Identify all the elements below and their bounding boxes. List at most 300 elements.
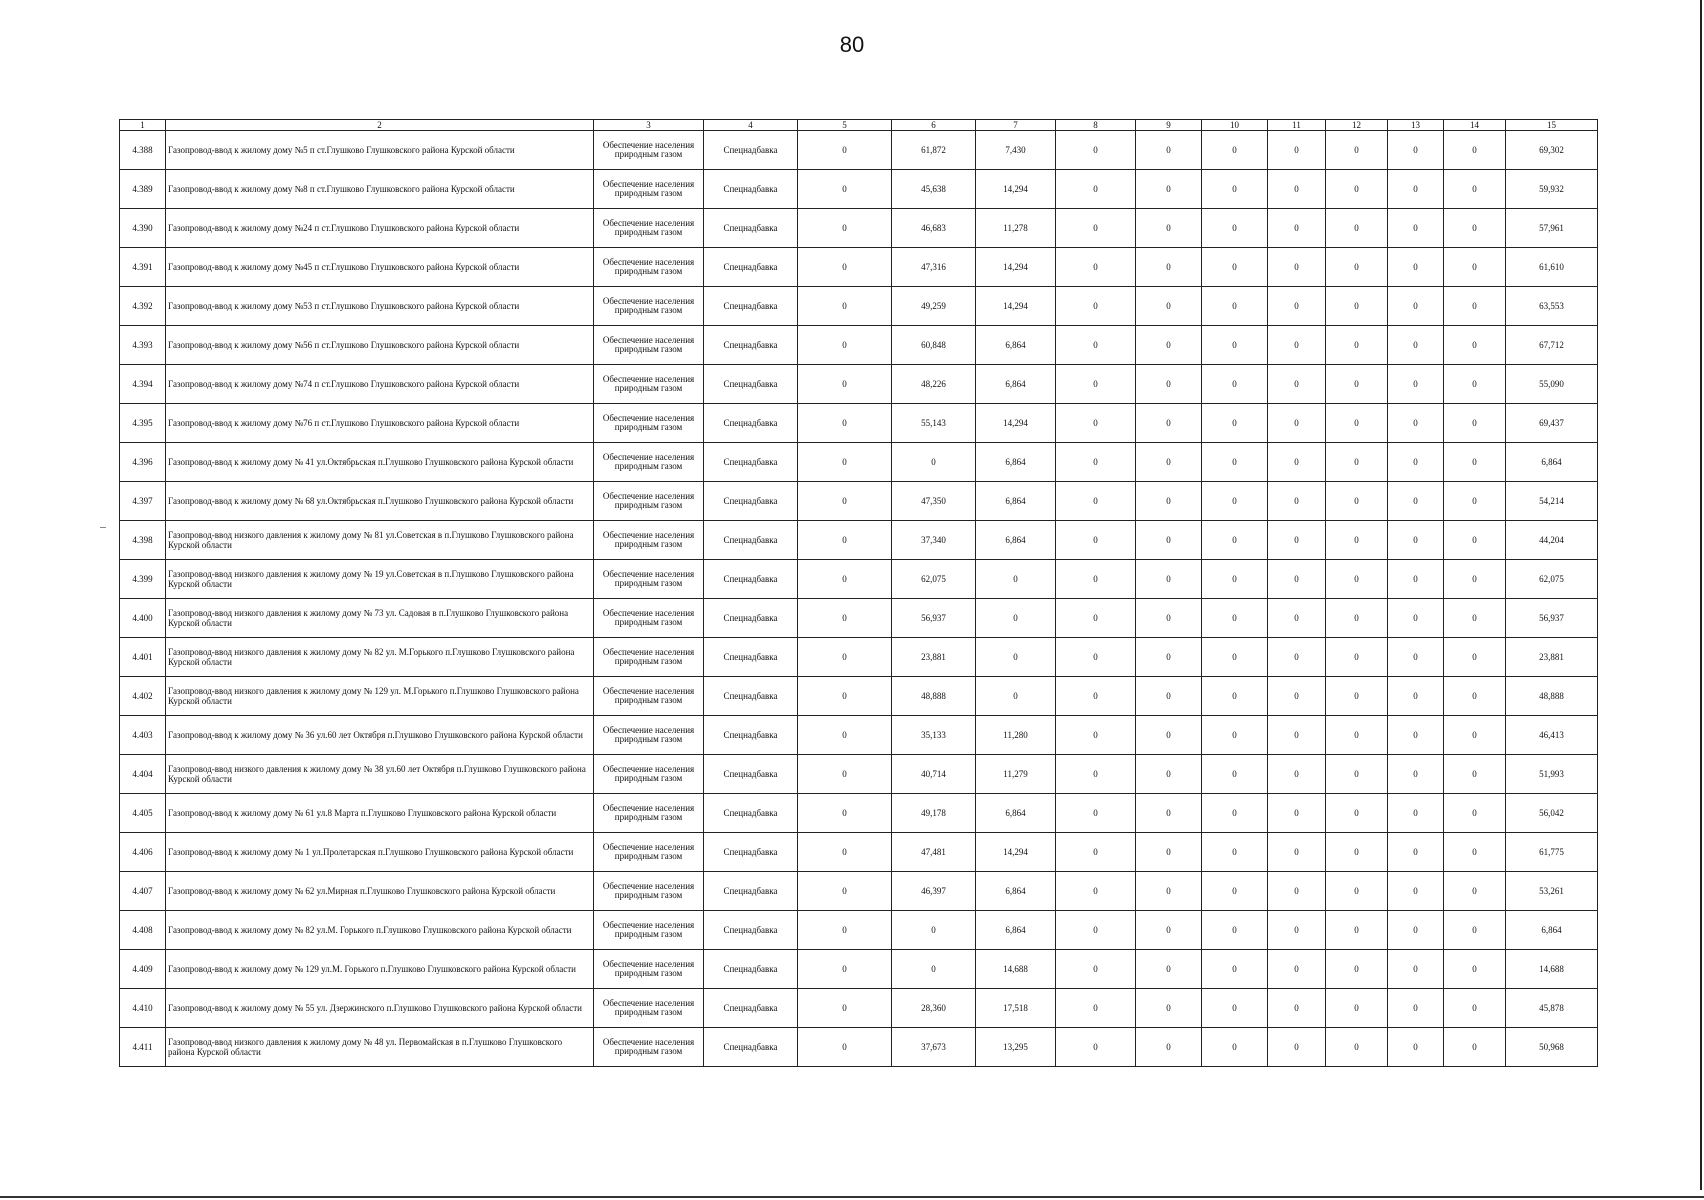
col-10-value: 0 bbox=[1202, 443, 1268, 482]
col-12-value: 0 bbox=[1326, 716, 1388, 755]
col-5-value: 0 bbox=[798, 716, 892, 755]
total-value: 61,775 bbox=[1506, 833, 1598, 872]
col-11-value: 0 bbox=[1268, 911, 1326, 950]
col-6-value: 47,481 bbox=[892, 833, 976, 872]
col-8-value: 0 bbox=[1056, 365, 1136, 404]
row-number: 4.405 bbox=[120, 794, 166, 833]
row-number: 4.393 bbox=[120, 326, 166, 365]
row-number: 4.394 bbox=[120, 365, 166, 404]
col-10-value: 0 bbox=[1202, 833, 1268, 872]
col-8-value: 0 bbox=[1056, 209, 1136, 248]
total-value: 61,610 bbox=[1506, 248, 1598, 287]
object-name: Газопровод-ввод низкого давления к жилому дому № 19 ул.Советская в п.Глушково Глушковского района Курской области bbox=[166, 560, 594, 599]
object-name: Газопровод-ввод низкого давления к жилому дому № 38 ул.60 лет Октября п.Глушково Глушковского района Курской области bbox=[166, 755, 594, 794]
col-12-value: 0 bbox=[1326, 560, 1388, 599]
col-7-value: 11,278 bbox=[976, 209, 1056, 248]
purpose: Обеспечение населения природным газом bbox=[594, 443, 704, 482]
purpose: Обеспечение населения природным газом bbox=[594, 170, 704, 209]
purpose: Обеспечение населения природным газом bbox=[594, 248, 704, 287]
funding-source: Спецнадбавка bbox=[704, 443, 798, 482]
object-name: Газопровод-ввод к жилому дому № 82 ул.М. Горького п.Глушково Глушковского района Курской области bbox=[166, 911, 594, 950]
column-number-header: 1 bbox=[120, 120, 166, 131]
col-12-value: 0 bbox=[1326, 833, 1388, 872]
purpose: Обеспечение населения природным газом bbox=[594, 755, 704, 794]
col-7-value: 6,864 bbox=[976, 911, 1056, 950]
purpose: Обеспечение населения природным газом bbox=[594, 911, 704, 950]
col-11-value: 0 bbox=[1268, 248, 1326, 287]
funding-source: Спецнадбавка bbox=[704, 209, 798, 248]
col-8-value: 0 bbox=[1056, 833, 1136, 872]
col-12-value: 0 bbox=[1326, 599, 1388, 638]
col-6-value: 46,397 bbox=[892, 872, 976, 911]
col-5-value: 0 bbox=[798, 599, 892, 638]
col-8-value: 0 bbox=[1056, 443, 1136, 482]
col-5-value: 0 bbox=[798, 365, 892, 404]
col-5-value: 0 bbox=[798, 677, 892, 716]
col-13-value: 0 bbox=[1388, 248, 1444, 287]
table-row bbox=[120, 716, 1598, 755]
purpose: Обеспечение населения природным газом bbox=[594, 404, 704, 443]
col-8-value: 0 bbox=[1056, 638, 1136, 677]
col-9-value: 0 bbox=[1136, 638, 1202, 677]
table-row bbox=[120, 1028, 1598, 1067]
col-10-value: 0 bbox=[1202, 248, 1268, 287]
col-10-value: 0 bbox=[1202, 521, 1268, 560]
col-6-value: 48,888 bbox=[892, 677, 976, 716]
col-10-value: 0 bbox=[1202, 326, 1268, 365]
total-value: 63,553 bbox=[1506, 287, 1598, 326]
purpose: Обеспечение населения природным газом bbox=[594, 482, 704, 521]
col-5-value: 0 bbox=[798, 833, 892, 872]
purpose: Обеспечение населения природным газом bbox=[594, 677, 704, 716]
col-10-value: 0 bbox=[1202, 638, 1268, 677]
col-13-value: 0 bbox=[1388, 677, 1444, 716]
col-11-value: 0 bbox=[1268, 209, 1326, 248]
col-8-value: 0 bbox=[1056, 170, 1136, 209]
row-number: 4.407 bbox=[120, 872, 166, 911]
col-7-value: 14,294 bbox=[976, 833, 1056, 872]
funding-source: Спецнадбавка bbox=[704, 1028, 798, 1067]
total-value: 54,214 bbox=[1506, 482, 1598, 521]
col-10-value: 0 bbox=[1202, 560, 1268, 599]
col-7-value: 6,864 bbox=[976, 794, 1056, 833]
object-name: Газопровод-ввод к жилому дому № 41 ул.Октябрьская п.Глушково Глушковского района Курской области bbox=[166, 443, 594, 482]
column-number-header: 3 bbox=[594, 120, 704, 131]
col-6-value: 0 bbox=[892, 911, 976, 950]
column-number-header: 14 bbox=[1444, 120, 1506, 131]
col-14-value: 0 bbox=[1444, 482, 1506, 521]
col-11-value: 0 bbox=[1268, 638, 1326, 677]
col-5-value: 0 bbox=[798, 950, 892, 989]
col-12-value: 0 bbox=[1326, 404, 1388, 443]
col-8-value: 0 bbox=[1056, 950, 1136, 989]
col-11-value: 0 bbox=[1268, 326, 1326, 365]
col-12-value: 0 bbox=[1326, 365, 1388, 404]
col-12-value: 0 bbox=[1326, 209, 1388, 248]
col-7-value: 6,864 bbox=[976, 365, 1056, 404]
table-row bbox=[120, 131, 1598, 170]
col-10-value: 0 bbox=[1202, 404, 1268, 443]
col-12-value: 0 bbox=[1326, 989, 1388, 1028]
row-number: 4.408 bbox=[120, 911, 166, 950]
total-value: 50,968 bbox=[1506, 1028, 1598, 1067]
total-value: 48,888 bbox=[1506, 677, 1598, 716]
col-13-value: 0 bbox=[1388, 794, 1444, 833]
col-10-value: 0 bbox=[1202, 599, 1268, 638]
object-name: Газопровод-ввод к жилому дому № 1 ул.Пролетарская п.Глушково Глушковского района Курской области bbox=[166, 833, 594, 872]
col-13-value: 0 bbox=[1388, 989, 1444, 1028]
col-12-value: 0 bbox=[1326, 794, 1388, 833]
col-13-value: 0 bbox=[1388, 950, 1444, 989]
column-number-header: 6 bbox=[892, 120, 976, 131]
col-14-value: 0 bbox=[1444, 1028, 1506, 1067]
col-6-value: 28,360 bbox=[892, 989, 976, 1028]
col-14-value: 0 bbox=[1444, 989, 1506, 1028]
funding-source: Спецнадбавка bbox=[704, 131, 798, 170]
table-row bbox=[120, 521, 1598, 560]
table-row bbox=[120, 248, 1598, 287]
funding-source: Спецнадбавка bbox=[704, 599, 798, 638]
col-14-value: 0 bbox=[1444, 248, 1506, 287]
object-name: Газопровод-ввод к жилому дому №76 п ст.Глушково Глушковского района Курской области bbox=[166, 404, 594, 443]
col-14-value: 0 bbox=[1444, 443, 1506, 482]
col-5-value: 0 bbox=[798, 1028, 892, 1067]
col-13-value: 0 bbox=[1388, 131, 1444, 170]
purpose: Обеспечение населения природным газом bbox=[594, 560, 704, 599]
row-number: 4.395 bbox=[120, 404, 166, 443]
col-13-value: 0 bbox=[1388, 365, 1444, 404]
col-8-value: 0 bbox=[1056, 599, 1136, 638]
col-11-value: 0 bbox=[1268, 872, 1326, 911]
object-name: Газопровод-ввод к жилому дому №53 п ст.Глушково Глушковского района Курской области bbox=[166, 287, 594, 326]
total-value: 69,437 bbox=[1506, 404, 1598, 443]
col-11-value: 0 bbox=[1268, 794, 1326, 833]
object-name: Газопровод-ввод к жилому дому № 62 ул.Мирная п.Глушково Глушковского района Курской области bbox=[166, 872, 594, 911]
col-12-value: 0 bbox=[1326, 443, 1388, 482]
funding-source: Спецнадбавка bbox=[704, 404, 798, 443]
col-5-value: 0 bbox=[798, 989, 892, 1028]
purpose: Обеспечение населения природным газом bbox=[594, 131, 704, 170]
table-row bbox=[120, 872, 1598, 911]
scan-mark bbox=[100, 527, 106, 528]
funding-source: Спецнадбавка bbox=[704, 950, 798, 989]
col-10-value: 0 bbox=[1202, 989, 1268, 1028]
col-11-value: 0 bbox=[1268, 443, 1326, 482]
col-9-value: 0 bbox=[1136, 287, 1202, 326]
scan-edge-bottom bbox=[0, 1196, 1704, 1198]
col-10-value: 0 bbox=[1202, 287, 1268, 326]
col-9-value: 0 bbox=[1136, 677, 1202, 716]
col-6-value: 62,075 bbox=[892, 560, 976, 599]
col-8-value: 0 bbox=[1056, 404, 1136, 443]
col-10-value: 0 bbox=[1202, 1028, 1268, 1067]
col-8-value: 0 bbox=[1056, 677, 1136, 716]
col-11-value: 0 bbox=[1268, 833, 1326, 872]
total-value: 51,993 bbox=[1506, 755, 1598, 794]
object-name: Газопровод-ввод к жилому дому №5 п ст.Глушково Глушковского района Курской области bbox=[166, 131, 594, 170]
col-13-value: 0 bbox=[1388, 521, 1444, 560]
total-value: 57,961 bbox=[1506, 209, 1598, 248]
object-name: Газопровод-ввод низкого давления к жилому дому № 73 ул. Садовая в п.Глушково Глушковского района Курской области bbox=[166, 599, 594, 638]
col-9-value: 0 bbox=[1136, 482, 1202, 521]
col-13-value: 0 bbox=[1388, 170, 1444, 209]
purpose: Обеспечение населения природным газом bbox=[594, 326, 704, 365]
col-12-value: 0 bbox=[1326, 521, 1388, 560]
column-number-row bbox=[120, 120, 1598, 131]
col-8-value: 0 bbox=[1056, 911, 1136, 950]
col-9-value: 0 bbox=[1136, 950, 1202, 989]
purpose: Обеспечение населения природным газом bbox=[594, 638, 704, 677]
purpose: Обеспечение населения природным газом bbox=[594, 599, 704, 638]
column-number-header: 2 bbox=[166, 120, 594, 131]
row-number: 4.402 bbox=[120, 677, 166, 716]
col-7-value: 0 bbox=[976, 677, 1056, 716]
total-value: 67,712 bbox=[1506, 326, 1598, 365]
col-7-value: 0 bbox=[976, 638, 1056, 677]
col-7-value: 0 bbox=[976, 560, 1056, 599]
row-number: 4.401 bbox=[120, 638, 166, 677]
total-value: 55,090 bbox=[1506, 365, 1598, 404]
column-number-header: 15 bbox=[1506, 120, 1598, 131]
table-row bbox=[120, 833, 1598, 872]
col-12-value: 0 bbox=[1326, 677, 1388, 716]
row-number: 4.410 bbox=[120, 989, 166, 1028]
col-6-value: 61,872 bbox=[892, 131, 976, 170]
col-13-value: 0 bbox=[1388, 833, 1444, 872]
table-row bbox=[120, 560, 1598, 599]
col-10-value: 0 bbox=[1202, 950, 1268, 989]
funding-source: Спецнадбавка bbox=[704, 638, 798, 677]
col-6-value: 48,226 bbox=[892, 365, 976, 404]
table-row bbox=[120, 794, 1598, 833]
col-5-value: 0 bbox=[798, 443, 892, 482]
col-6-value: 40,714 bbox=[892, 755, 976, 794]
table-row bbox=[120, 365, 1598, 404]
col-8-value: 0 bbox=[1056, 482, 1136, 521]
column-number-header: 13 bbox=[1388, 120, 1444, 131]
col-8-value: 0 bbox=[1056, 794, 1136, 833]
col-13-value: 0 bbox=[1388, 755, 1444, 794]
purpose: Обеспечение населения природным газом bbox=[594, 833, 704, 872]
column-number-header: 10 bbox=[1202, 120, 1268, 131]
col-5-value: 0 bbox=[798, 326, 892, 365]
col-11-value: 0 bbox=[1268, 287, 1326, 326]
col-6-value: 49,178 bbox=[892, 794, 976, 833]
col-13-value: 0 bbox=[1388, 872, 1444, 911]
col-10-value: 0 bbox=[1202, 755, 1268, 794]
col-14-value: 0 bbox=[1444, 326, 1506, 365]
col-6-value: 55,143 bbox=[892, 404, 976, 443]
col-5-value: 0 bbox=[798, 872, 892, 911]
col-11-value: 0 bbox=[1268, 404, 1326, 443]
col-14-value: 0 bbox=[1444, 404, 1506, 443]
funding-source: Спецнадбавка bbox=[704, 755, 798, 794]
purpose: Обеспечение населения природным газом bbox=[594, 989, 704, 1028]
col-6-value: 47,316 bbox=[892, 248, 976, 287]
col-9-value: 0 bbox=[1136, 599, 1202, 638]
object-name: Газопровод-ввод к жилому дому №24 п ст.Глушково Глушковского района Курской области bbox=[166, 209, 594, 248]
object-name: Газопровод-ввод низкого давления к жилому дому № 48 ул. Первомайская в п.Глушково Глушковского района Курской области bbox=[166, 1028, 594, 1067]
col-12-value: 0 bbox=[1326, 482, 1388, 521]
column-number-header: 8 bbox=[1056, 120, 1136, 131]
col-7-value: 14,294 bbox=[976, 287, 1056, 326]
col-9-value: 0 bbox=[1136, 872, 1202, 911]
total-value: 56,042 bbox=[1506, 794, 1598, 833]
col-6-value: 37,340 bbox=[892, 521, 976, 560]
funding-source: Спецнадбавка bbox=[704, 560, 798, 599]
col-9-value: 0 bbox=[1136, 443, 1202, 482]
funding-source: Спецнадбавка bbox=[704, 989, 798, 1028]
col-14-value: 0 bbox=[1444, 677, 1506, 716]
table-row bbox=[120, 482, 1598, 521]
col-11-value: 0 bbox=[1268, 482, 1326, 521]
col-14-value: 0 bbox=[1444, 794, 1506, 833]
row-number: 4.397 bbox=[120, 482, 166, 521]
col-11-value: 0 bbox=[1268, 950, 1326, 989]
col-8-value: 0 bbox=[1056, 989, 1136, 1028]
object-name: Газопровод-ввод к жилому дому № 61 ул.8 Марта п.Глушково Глушковского района Курской области bbox=[166, 794, 594, 833]
table-row bbox=[120, 950, 1598, 989]
investment-table bbox=[119, 119, 1598, 1067]
table-body bbox=[120, 131, 1598, 1067]
funding-source: Спецнадбавка bbox=[704, 287, 798, 326]
col-14-value: 0 bbox=[1444, 170, 1506, 209]
scan-edge-right bbox=[1700, 0, 1702, 1190]
col-7-value: 14,294 bbox=[976, 248, 1056, 287]
col-7-value: 6,864 bbox=[976, 482, 1056, 521]
funding-source: Спецнадбавка bbox=[704, 716, 798, 755]
col-14-value: 0 bbox=[1444, 287, 1506, 326]
col-6-value: 46,683 bbox=[892, 209, 976, 248]
funding-source: Спецнадбавка bbox=[704, 248, 798, 287]
col-7-value: 0 bbox=[976, 599, 1056, 638]
col-5-value: 0 bbox=[798, 560, 892, 599]
col-14-value: 0 bbox=[1444, 950, 1506, 989]
object-name: Газопровод-ввод к жилому дому №74 п ст.Глушково Глушковского района Курской области bbox=[166, 365, 594, 404]
column-number-header: 7 bbox=[976, 120, 1056, 131]
col-5-value: 0 bbox=[798, 911, 892, 950]
col-8-value: 0 bbox=[1056, 560, 1136, 599]
col-8-value: 0 bbox=[1056, 287, 1136, 326]
col-14-value: 0 bbox=[1444, 755, 1506, 794]
col-11-value: 0 bbox=[1268, 599, 1326, 638]
funding-source: Спецнадбавка bbox=[704, 833, 798, 872]
object-name: Газопровод-ввод низкого давления к жилому дому № 129 ул. М.Горького п.Глушково Глушковского района Курской области bbox=[166, 677, 594, 716]
col-6-value: 23,881 bbox=[892, 638, 976, 677]
row-number: 4.404 bbox=[120, 755, 166, 794]
funding-source: Спецнадбавка bbox=[704, 482, 798, 521]
col-6-value: 49,259 bbox=[892, 287, 976, 326]
row-number: 4.409 bbox=[120, 950, 166, 989]
col-8-value: 0 bbox=[1056, 872, 1136, 911]
column-number-header: 9 bbox=[1136, 120, 1202, 131]
total-value: 6,864 bbox=[1506, 911, 1598, 950]
total-value: 69,302 bbox=[1506, 131, 1598, 170]
purpose: Обеспечение населения природным газом bbox=[594, 209, 704, 248]
col-9-value: 0 bbox=[1136, 326, 1202, 365]
col-13-value: 0 bbox=[1388, 911, 1444, 950]
col-7-value: 7,430 bbox=[976, 131, 1056, 170]
col-8-value: 0 bbox=[1056, 326, 1136, 365]
col-9-value: 0 bbox=[1136, 716, 1202, 755]
col-6-value: 47,350 bbox=[892, 482, 976, 521]
purpose: Обеспечение населения природным газом bbox=[594, 1028, 704, 1067]
table-row bbox=[120, 911, 1598, 950]
table-row bbox=[120, 677, 1598, 716]
row-number: 4.403 bbox=[120, 716, 166, 755]
table-row bbox=[120, 638, 1598, 677]
col-7-value: 14,294 bbox=[976, 170, 1056, 209]
col-6-value: 0 bbox=[892, 443, 976, 482]
object-name: Газопровод-ввод к жилому дому № 129 ул.М. Горького п.Глушково Глушковского района Курской области bbox=[166, 950, 594, 989]
col-7-value: 17,518 bbox=[976, 989, 1056, 1028]
col-14-value: 0 bbox=[1444, 599, 1506, 638]
col-5-value: 0 bbox=[798, 209, 892, 248]
object-name: Газопровод-ввод к жилому дому № 55 ул. Дзержинского п.Глушково Глушковского района Курской области bbox=[166, 989, 594, 1028]
object-name: Газопровод-ввод к жилому дому № 68 ул.Октябрьская п.Глушково Глушковского района Курской области bbox=[166, 482, 594, 521]
col-12-value: 0 bbox=[1326, 1028, 1388, 1067]
col-9-value: 0 bbox=[1136, 209, 1202, 248]
col-14-value: 0 bbox=[1444, 638, 1506, 677]
col-9-value: 0 bbox=[1136, 794, 1202, 833]
purpose: Обеспечение населения природным газом bbox=[594, 716, 704, 755]
col-7-value: 6,864 bbox=[976, 326, 1056, 365]
col-14-value: 0 bbox=[1444, 560, 1506, 599]
col-13-value: 0 bbox=[1388, 716, 1444, 755]
col-14-value: 0 bbox=[1444, 911, 1506, 950]
col-12-value: 0 bbox=[1326, 950, 1388, 989]
col-14-value: 0 bbox=[1444, 365, 1506, 404]
total-value: 45,878 bbox=[1506, 989, 1598, 1028]
col-13-value: 0 bbox=[1388, 443, 1444, 482]
funding-source: Спецнадбавка bbox=[704, 872, 798, 911]
object-name: Газопровод-ввод к жилому дому №56 п ст.Глушково Глушковского района Курской области bbox=[166, 326, 594, 365]
purpose: Обеспечение населения природным газом bbox=[594, 872, 704, 911]
funding-source: Спецнадбавка bbox=[704, 170, 798, 209]
col-9-value: 0 bbox=[1136, 365, 1202, 404]
col-6-value: 37,673 bbox=[892, 1028, 976, 1067]
col-10-value: 0 bbox=[1202, 794, 1268, 833]
col-9-value: 0 bbox=[1136, 1028, 1202, 1067]
table-row bbox=[120, 755, 1598, 794]
col-9-value: 0 bbox=[1136, 521, 1202, 560]
col-11-value: 0 bbox=[1268, 989, 1326, 1028]
total-value: 6,864 bbox=[1506, 443, 1598, 482]
col-5-value: 0 bbox=[798, 404, 892, 443]
col-7-value: 11,279 bbox=[976, 755, 1056, 794]
col-14-value: 0 bbox=[1444, 521, 1506, 560]
column-number-header: 5 bbox=[798, 120, 892, 131]
col-11-value: 0 bbox=[1268, 755, 1326, 794]
column-number-header: 12 bbox=[1326, 120, 1388, 131]
col-12-value: 0 bbox=[1326, 872, 1388, 911]
col-13-value: 0 bbox=[1388, 287, 1444, 326]
col-5-value: 0 bbox=[798, 755, 892, 794]
row-number: 4.389 bbox=[120, 170, 166, 209]
col-10-value: 0 bbox=[1202, 911, 1268, 950]
page-number: 80 bbox=[839, 32, 865, 57]
col-8-value: 0 bbox=[1056, 1028, 1136, 1067]
row-number: 4.411 bbox=[120, 1028, 166, 1067]
col-8-value: 0 bbox=[1056, 521, 1136, 560]
col-14-value: 0 bbox=[1444, 716, 1506, 755]
col-10-value: 0 bbox=[1202, 716, 1268, 755]
col-13-value: 0 bbox=[1388, 326, 1444, 365]
col-12-value: 0 bbox=[1326, 911, 1388, 950]
purpose: Обеспечение населения природным газом bbox=[594, 287, 704, 326]
col-10-value: 0 bbox=[1202, 209, 1268, 248]
col-5-value: 0 bbox=[798, 248, 892, 287]
